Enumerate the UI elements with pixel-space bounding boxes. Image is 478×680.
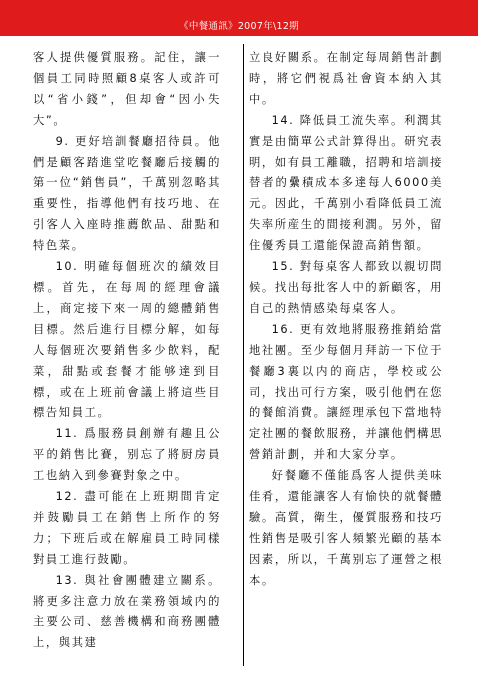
header-bar — [0, 0, 478, 36]
paragraph: 好餐廳不僅能爲客人提供美味佳肴，還能讓客人有愉快的就餐體驗。高質，衛生，優質服務和技巧性銷售是吸引客人頻繁光顧的基本因素，所以，千萬别忘了運營之根本。 — [249, 469, 443, 587]
paragraph: 11. 爲服務員創辦有趣且公平的銷售比賽，别忘了將厨房員工也納入到參賽對象之中。 — [33, 427, 221, 483]
right-column — [249, 48, 443, 592]
paragraph: 13. 與社會團體建立關系。將更多注意力放在業務領域内的主要公司、慈善機構和商務團體上，與其建 — [33, 573, 221, 650]
left-column — [33, 48, 221, 654]
paragraph: 16. 更有效地將服務推銷給當地社團。至少每個月拜訪一下位于餐廳3裏以内的商店，學校或公司，找出可行方案，吸引他們在您的餐館消費。讓經理承包下當地特定社團的餐飲服務，并讓他們構思營銷計劃，并和大家分享。 — [249, 322, 443, 462]
paragraph: 15. 對每桌客人都致以親切問候。找出每批客人中的新顧客，用自己的熱情感染每桌客人。 — [249, 260, 443, 315]
paragraph: 10. 明確每個班次的績效目標。首先，在每周的經理會議上，商定接下來一周的總體銷售目標。然后進行目標分解，如每人每個班次要銷售多少飲料，配菜，甜點或套餐才能够達到目標，或在上班前會議上將這些目標告知員工。 — [33, 260, 221, 420]
paragraph: 9. 更好培訓餐廳招待員。他們是顧客踏進堂吃餐廳后接觸的第一位“銷售員”，千萬别忽略其重要性，指導他們有技巧地、在引客人入座時推薦飲品、甜點和特色菜。 — [33, 134, 221, 253]
paragraph: 立良好關系。在制定每周銷售計劃時，將它們視爲社會資本納入其中。 — [249, 51, 443, 106]
header-title: 《中餐通訊》2007年\12期 — [179, 21, 299, 32]
column-divider — [243, 44, 244, 666]
paragraph: 14. 降低員工流失率。利潤其實是由簡單公式計算得出。研究表明，如有員工離職，招聘和培訓接替者的纍積成本多達每人6000美元。因此，千萬别小看降低員工流失率所産生的間接利潤。另外，留住優秀員工還能保證高銷售額。 — [249, 113, 443, 253]
paragraph: 12. 盡可能在上班期間肯定并鼓勵員工在銷售上所作的努力；下班后或在解雇員工時同樣對員工進行鼓勵。 — [33, 490, 221, 566]
paragraph: 客人提供優質服務。記住，讓一個員工同時照顧8桌客人或許可以“省小錢”，但却會“因小失大”。 — [33, 51, 221, 127]
